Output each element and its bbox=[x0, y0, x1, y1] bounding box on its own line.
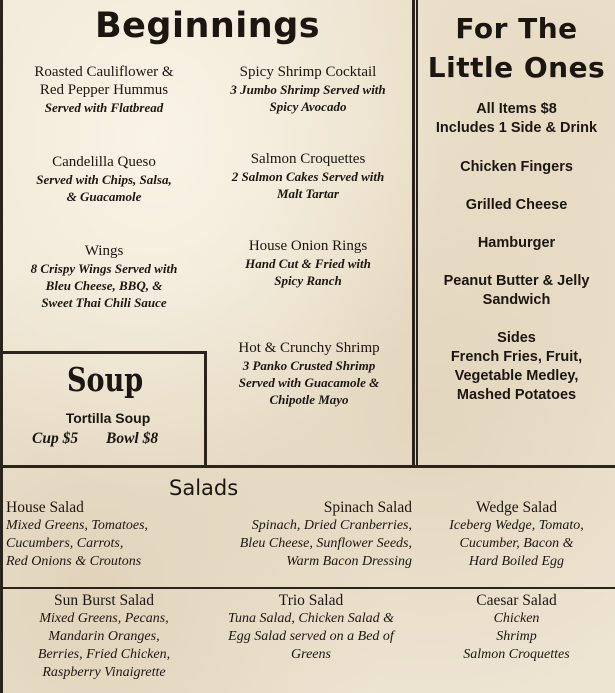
salad-name: Sun Burst Salad bbox=[54, 592, 154, 609]
soup-box-right bbox=[204, 351, 207, 467]
item-description: Spicy Avocado bbox=[269, 99, 347, 114]
kids-sides-line: Vegetable Medley, bbox=[454, 368, 579, 384]
salad-description: Salmon Croquettes bbox=[463, 647, 570, 662]
salad-trio bbox=[206, 592, 416, 664]
salad-description: Greens bbox=[291, 647, 331, 662]
menu-item-candelilla-queso bbox=[10, 153, 198, 205]
item-name: Hot & Crunchy Shrimp bbox=[238, 340, 380, 356]
item-name: Candelilla Queso bbox=[52, 154, 156, 170]
price-line: All Items $8 bbox=[476, 101, 557, 117]
menu-item-spicy-shrimp-cocktail bbox=[208, 63, 408, 115]
item-description: Chipotle Mayo bbox=[269, 392, 349, 407]
item-description: 8 Crispy Wings Served with bbox=[30, 261, 178, 276]
salad-caesar bbox=[418, 592, 615, 664]
menu-item-roasted-cauliflower bbox=[14, 63, 194, 116]
item-description: Served with Chips, Salsa, bbox=[36, 172, 172, 187]
soup-bowl-price: Bowl $8 bbox=[106, 430, 159, 447]
salad-spinach bbox=[206, 499, 412, 571]
vertical-divider-left-border bbox=[0, 0, 3, 693]
item-name: Spicy Shrimp Cocktail bbox=[239, 64, 377, 80]
salad-description: Mixed Greens, Tomatoes, bbox=[6, 518, 149, 533]
salad-description: Chicken bbox=[493, 611, 540, 626]
salad-description: Cucumber, Bacon & bbox=[459, 536, 574, 551]
kids-item-pbj bbox=[418, 272, 615, 310]
item-description: Sweet Thai Chili Sauce bbox=[41, 295, 167, 310]
salad-description: Iceberg Wedge, Tomato, bbox=[449, 518, 584, 533]
item-description: 2 Salmon Cakes Served with bbox=[231, 169, 385, 184]
kids-sides-line: Mashed Potatoes bbox=[456, 387, 577, 403]
little-ones-price bbox=[418, 100, 615, 138]
salad-description: Spinach, Dried Cranberries, bbox=[251, 518, 412, 533]
item-name: Red Pepper Hummus bbox=[39, 82, 169, 98]
item-name: Salmon Croquettes bbox=[250, 151, 366, 167]
little-ones-title-line1: For The bbox=[455, 12, 578, 45]
item-description: Hand Cut & Fried with bbox=[245, 256, 371, 271]
kids-item-line: Peanut Butter & Jelly bbox=[443, 273, 590, 289]
horizontal-divider-salads-middle bbox=[0, 587, 615, 589]
item-description: & Guacamole bbox=[66, 189, 142, 204]
price-line: Includes 1 Side & Drink bbox=[435, 120, 598, 136]
kids-item-chicken-fingers: Chicken Fingers bbox=[460, 159, 573, 175]
beginnings-title: Beginnings bbox=[95, 6, 321, 46]
kids-sides-title: Sides bbox=[497, 330, 536, 346]
salad-description: Berries, Fried Chicken, bbox=[37, 647, 171, 662]
kids-item-hamburger: Hamburger bbox=[477, 235, 556, 251]
kids-sides bbox=[418, 329, 615, 405]
menu-item-wings bbox=[6, 242, 202, 311]
salad-description: Egg Salad served on a Bed of bbox=[228, 629, 394, 644]
kids-sides-line: French Fries, Fruit, bbox=[450, 349, 583, 365]
item-description: Served with Guacamole & bbox=[238, 375, 380, 390]
horizontal-divider-salads-top bbox=[0, 465, 615, 468]
item-name: Roasted Cauliflower & bbox=[34, 64, 174, 80]
item-name: Wings bbox=[84, 243, 124, 259]
salad-description: Bleu Cheese, Sunflower Seeds, bbox=[239, 536, 412, 551]
soup-title: Soup bbox=[67, 360, 144, 399]
soup-cup-price: Cup $5 bbox=[32, 430, 79, 447]
item-description: 3 Jumbo Shrimp Served with bbox=[230, 82, 386, 97]
salad-description: Shrimp bbox=[496, 629, 537, 644]
salad-sun-burst bbox=[4, 592, 204, 682]
menu-item-house-onion-rings bbox=[208, 237, 408, 289]
vertical-divider-main bbox=[412, 0, 415, 466]
little-ones-title-line2: Little Ones bbox=[427, 51, 606, 84]
salad-name: House Salad bbox=[6, 499, 84, 516]
menu-item-salmon-croquettes bbox=[208, 150, 408, 202]
soup-box-top bbox=[0, 351, 207, 354]
salad-description: Mandarin Oranges, bbox=[48, 629, 160, 644]
kids-item-grilled-cheese: Grilled Cheese bbox=[465, 197, 568, 213]
salad-description: Cucumbers, Carrots, bbox=[6, 536, 124, 551]
salad-description: Mixed Greens, Pecans, bbox=[39, 611, 169, 626]
salad-name: Wedge Salad bbox=[476, 499, 557, 516]
salad-description: Raspberry Vinaigrette bbox=[42, 665, 166, 680]
item-name: House Onion Rings bbox=[248, 238, 368, 254]
salad-wedge bbox=[418, 499, 615, 571]
salad-house bbox=[6, 499, 206, 571]
salad-description: Warm Bacon Dressing bbox=[286, 554, 412, 569]
salad-description: Red Onions & Croutons bbox=[6, 554, 142, 569]
salad-description: Hard Boiled Egg bbox=[468, 554, 565, 569]
salad-name: Spinach Salad bbox=[323, 499, 412, 516]
kids-item-line: Sandwich bbox=[482, 292, 551, 308]
salad-description: Tuna Salad, Chicken Salad & bbox=[227, 611, 395, 626]
item-description: 3 Panko Crusted Shrimp bbox=[242, 358, 376, 373]
salads-title: Salads bbox=[169, 476, 239, 500]
salad-name: Caesar Salad bbox=[476, 592, 557, 609]
salad-name: Trio Salad bbox=[278, 592, 344, 609]
item-description: Served with Flatbread bbox=[44, 100, 164, 115]
item-description: Malt Tartar bbox=[276, 186, 339, 201]
menu-item-hot-crunchy-shrimp bbox=[210, 339, 408, 408]
soup-item-name: Tortilla Soup bbox=[65, 410, 151, 426]
item-description: Bleu Cheese, BBQ, & bbox=[45, 278, 163, 293]
item-description: Spicy Ranch bbox=[274, 273, 342, 288]
